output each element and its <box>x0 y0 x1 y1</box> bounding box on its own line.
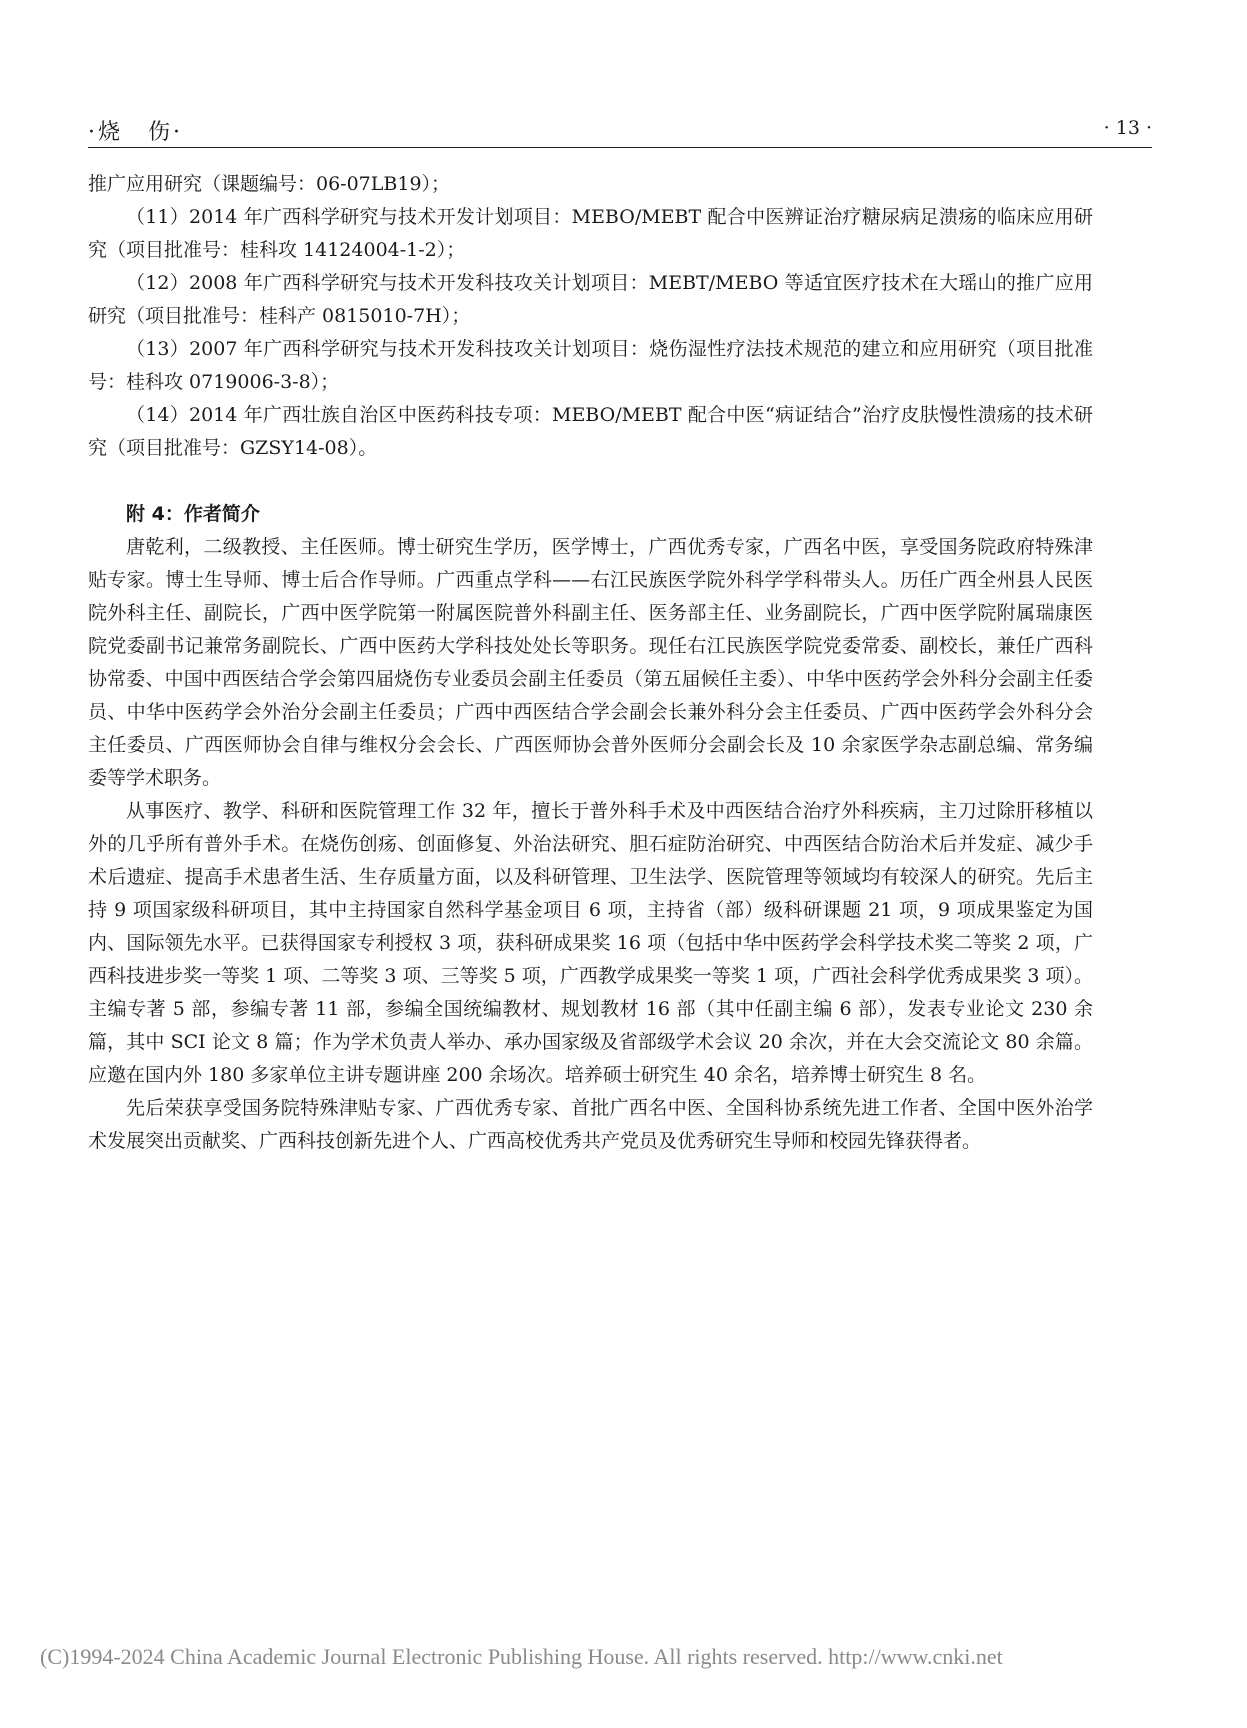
copyright-footer: (C)1994-2024 China Academic Journal Electronic Publishing House. All rights reserved. http://www.cnki.net <box>40 1644 1003 1669</box>
article-body <box>88 168 1093 1158</box>
journal-section-title: ·烧 伤· <box>88 120 183 145</box>
author-bio-paragraph: 唐乾利，二级教授、主任医师。博士研究生学历，医学博士，广西优秀专家，广西名中医，享受国务院政府特殊津贴专家。博士生导师、博士后合作导师。广西重点学科——右江民族医学院外科学学科带头人。历任广西全州县人民医院外科主任、副院长，广西中医学院第一附属医院普外科副主任、医务部主任、业务副院长，广西中医学院附属瑞康医院党委副书记兼常务副院长、广西中医药大学科技处处长等职务。现任右江民族医学院党委常委、副校长，兼任广西科协常委、中国中西医结合学会第四届烧伤专业委员会副主任委员（第五届候任主委）、中华中医药学会外科分会副主任委员、中华中医药学会外治分会副主任委员；广西中西医结合学会副会长兼外科分会主任委员、广西中医药学会外科分会主任委员、广西医师协会自律与维权分会会长、广西医师协会普外医师分会副会长及 10 余家医学杂志副总编、常务编委等学术职务。 <box>88 536 1093 789</box>
funding-item-11: （11）2014 年广西科学研究与技术开发计划项目：MEBO/MEBT 配合中医辨证治疗糖尿病足溃疡的临床应用研究（项目批准号：桂科攻 14124004-1-2）； <box>88 206 1093 261</box>
funding-item-13: （13）2007 年广西科学研究与技术开发科技攻关计划项目：烧伤湿性疗法技术规范的建立和应用研究（项目批准号：桂科攻 0719006-3-8）； <box>88 338 1093 393</box>
author-bio-paragraph: 从事医疗、教学、科研和医院管理工作 32 年，擅长于普外科手术及中西医结合治疗外科疾病，主刀过除肝移植以外的几乎所有普外手术。在烧伤创疡、创面修复、外治法研究、胆石症防治研究、中西医结合防治术后并发症、减少手术后遗症、提高手术患者生活、生存质量方面，以及科研管理、卫生法学、医院管理等领域均有较深人的研究。先后主持 9 项国家级科研项目，其中主持国家自然科学基金项目 6 项，主持省（部）级科研课题 21 项，9 项成果鉴定为国内、国际领先水平。已获得国家专利授权 3 项，获科研成果奖 16 项（包括中华中医药学会科学技术奖二等奖 2 项，广西科技进步奖一等奖 1 项、二等奖 3 项、三等奖 5 项，广西教学成果奖一等奖 1 项，广西社会科学优秀成果奖 3 项）。主编专著 5 部，参编专著 11 部，参编全国统编教材、规划教材 16 部（其中任副主编 6 部），发表专业论文 230 余篇，其中 SCI 论文 8 篇；作为学术负责人举办、承办国家级及省部级学术会议 20 余次，并在大会交流论文 80 余篇。应邀在国内外 180 多家单位主讲专题讲座 200 余场次。培养硕士研究生 40 余名，培养博士研究生 8 名。 <box>88 800 1093 1086</box>
running-header <box>88 115 1152 148</box>
funding-item-12: （12）2008 年广西科学研究与技术开发科技攻关计划项目：MEBT/MEBO 等适宜医疗技术在大瑶山的推广应用研究（项目批准号：桂科产 0815010-7H）； <box>88 272 1093 327</box>
author-bio-heading: 附 4：作者简介 <box>126 503 260 525</box>
page-number: · 13 · <box>1103 117 1152 139</box>
funding-item-14: （14）2014 年广西壮族自治区中医药科技专项：MEBO/MEBT 配合中医“病证结合”治疗皮肤慢性溃疡的技术研究（项目批准号：GZSY14-08）。 <box>88 404 1093 459</box>
funding-continuation: 推广应用研究（课题编号：06-07LB19）； <box>88 173 451 195</box>
author-bio-paragraph: 先后荣获享受国务院特殊津贴专家、广西优秀专家、首批广西名中医、全国科协系统先进工作者、全国中医外治学术发展突出贡献奖、广西科技创新先进个人、广西高校优秀共产党员及优秀研究生导师和校园先锋获得者。 <box>88 1097 1093 1152</box>
